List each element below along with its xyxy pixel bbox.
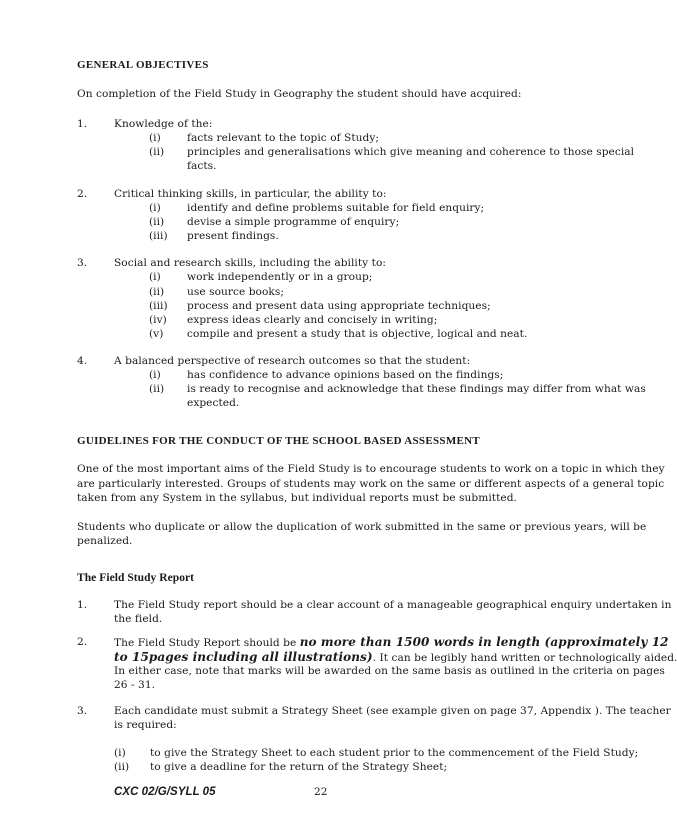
guidelines-para2-line: penalized. — [77, 535, 133, 547]
sub-number: (ii) — [149, 146, 165, 158]
objective-number: 1. — [77, 118, 88, 130]
section-heading-guidelines: GUIDELINES FOR THE CONDUCT OF THE SCHOOL BASED ASSESSMENT — [77, 435, 481, 447]
sub-number: (iv) — [149, 314, 167, 326]
sub-text: facts relevant to the topic of Study; — [187, 132, 379, 144]
emphasis-page-limit: to 15pages including all illustrations) — [114, 650, 373, 664]
sub-number: (v) — [149, 328, 164, 340]
sub-text: devise a simple programme of enquiry; — [187, 216, 400, 228]
sub-number: (iii) — [149, 230, 168, 242]
report-item-number: 3. — [77, 705, 88, 717]
sub-text: present findings. — [187, 230, 279, 242]
sub-number: (ii) — [114, 761, 130, 773]
objective-text: Critical thinking skills, in particular, the ability to: — [114, 188, 387, 200]
sub-number: (iii) — [149, 300, 168, 312]
sub-text: is ready to recognise and acknowledge that these findings may differ from what was — [187, 383, 646, 395]
footer-document-code: CXC 02/G/SYLL 05 — [114, 786, 216, 798]
sub-text: process and present data using appropriate techniques; — [187, 300, 491, 312]
report-item-text: . It can be legibly hand written or technologically aided. — [372, 652, 677, 664]
sub-number: (ii) — [149, 216, 165, 228]
objective-text: A balanced perspective of research outcomes so that the student: — [114, 355, 471, 367]
report-item-line — [114, 635, 669, 651]
objective-text: Social and research skills, including the ability to: — [114, 257, 386, 269]
sub-number: (i) — [149, 202, 161, 214]
footer-page-number: 22 — [314, 786, 328, 798]
sub-number: (i) — [114, 747, 126, 759]
sub-number: (ii) — [149, 383, 165, 395]
guidelines-para2-line: Students who duplicate or allow the duplication of work submitted in the same or previous years, will be — [77, 521, 647, 533]
sub-number: (i) — [149, 271, 161, 283]
sub-text: compile and present a study that is objective, logical and neat. — [187, 328, 528, 340]
report-item-text: The Field Study Report should be — [114, 637, 300, 649]
report-item-line: the field. — [114, 613, 163, 625]
sub-text: to give the Strategy Sheet to each student prior to the commencement of the Field Study; — [150, 747, 639, 759]
report-item-number: 2. — [77, 636, 88, 648]
sub-number: (ii) — [149, 286, 165, 298]
guidelines-para1-line: taken from any System in the syllabus, but individual reports must be submitted. — [77, 492, 517, 504]
sub-text-continuation: expected. — [187, 397, 240, 409]
objective-number: 2. — [77, 188, 88, 200]
sub-number: (i) — [149, 132, 161, 144]
report-item-number: 1. — [77, 599, 88, 611]
emphasis-word-limit: no more than 1500 words in length (approximately 12 — [299, 635, 669, 649]
guidelines-para1-line: are particularly interested. Groups of students may work on the same or different aspects of a general topic — [77, 478, 665, 490]
sub-text: has confidence to advance opinions based on the findings; — [187, 369, 504, 381]
subheading-field-study-report: The Field Study Report — [77, 572, 195, 584]
report-item-line: is required: — [114, 719, 177, 731]
objective-number: 3. — [77, 257, 88, 269]
section-heading-general-objectives: GENERAL OBJECTIVES — [77, 59, 209, 71]
sub-text-continuation: facts. — [187, 160, 217, 172]
sub-text: use source books; — [187, 286, 284, 298]
report-item-line: Each candidate must submit a Strategy Sheet (see example given on page 37, Appendix ). The teacher — [114, 705, 671, 717]
objective-number: 4. — [77, 355, 88, 367]
report-item-line: 26 - 31. — [114, 679, 156, 691]
sub-number: (i) — [149, 369, 161, 381]
objective-text: Knowledge of the: — [114, 118, 213, 130]
sub-text: express ideas clearly and concisely in writing; — [187, 314, 438, 326]
sub-text: principles and generalisations which give meaning and coherence to those special — [187, 146, 635, 158]
report-item-line: The Field Study report should be a clear account of a manageable geographical enquiry undertaken in — [114, 599, 672, 611]
guidelines-para1-line: One of the most important aims of the Field Study is to encourage students to work on a topic in which they — [77, 463, 665, 475]
objectives-intro: On completion of the Field Study in Geography the student should have acquired: — [77, 88, 522, 100]
sub-text: to give a deadline for the return of the Strategy Sheet; — [150, 761, 448, 773]
sub-text: work independently or in a group; — [187, 271, 373, 283]
sub-text: identify and define problems suitable for field enquiry; — [187, 202, 485, 214]
report-item-line: In either case, note that marks will be awarded on the same basis as outlined in the criteria on pages — [114, 665, 665, 677]
